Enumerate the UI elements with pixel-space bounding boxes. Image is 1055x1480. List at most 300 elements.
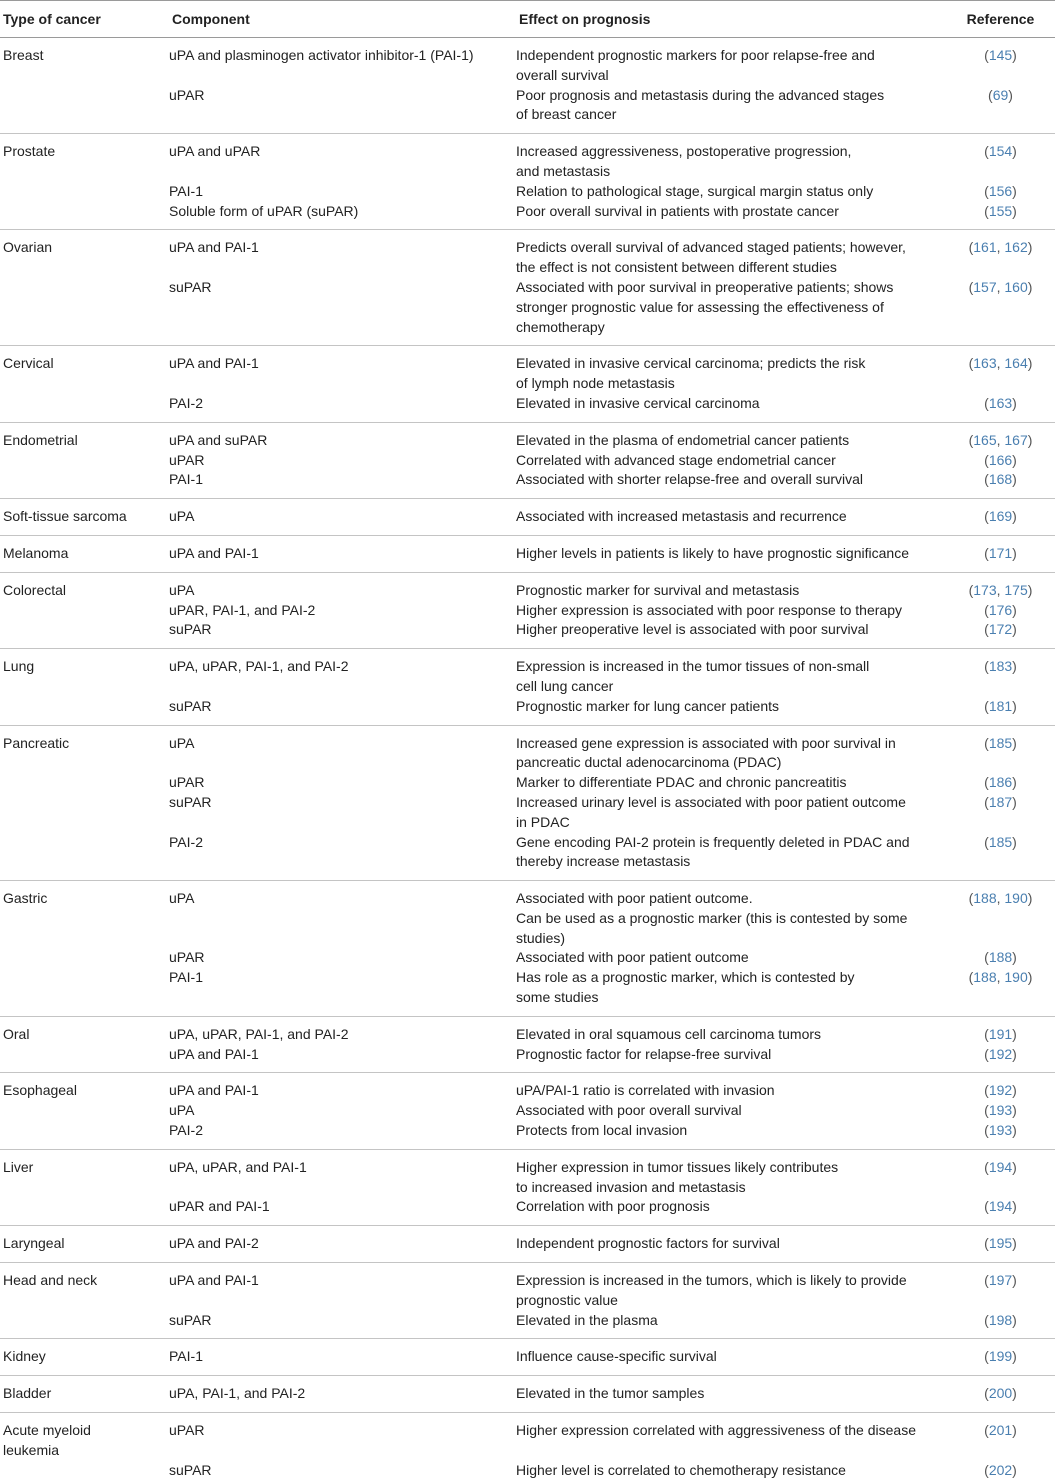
cancer-type-line: leukemia xyxy=(3,1442,59,1458)
effect-line: Elevated in the plasma xyxy=(516,1312,658,1328)
reference-link[interactable]: 193 xyxy=(989,1122,1012,1138)
cancer-type-line: Oral xyxy=(3,1026,29,1042)
cell-reference: (199) xyxy=(946,1339,1055,1376)
effect-line: Relation to pathological stage, surgical margin status only xyxy=(516,183,873,199)
cell-component: uPA xyxy=(169,499,516,536)
reference-link[interactable]: 172 xyxy=(989,621,1012,637)
cell-type-of-cancer xyxy=(0,1339,169,1376)
cell-reference: (176) xyxy=(946,601,1055,621)
cell-effect-on-prognosis xyxy=(516,1149,946,1197)
effect-line: Elevated in invasive cervical carcinoma; predicts the risk xyxy=(516,355,865,371)
cancer-type-line: Esophageal xyxy=(3,1082,77,1098)
cell-reference: (161, 162) xyxy=(946,230,1055,278)
table-row xyxy=(0,1197,1055,1225)
cell-component: uPA xyxy=(169,725,516,773)
cell-reference: (202) xyxy=(946,1461,1055,1480)
reference-link[interactable]: 191 xyxy=(989,1026,1012,1042)
table-row xyxy=(0,833,1055,881)
table-row xyxy=(0,968,1055,1016)
cell-effect-on-prognosis xyxy=(516,535,946,572)
table-row xyxy=(0,1121,1055,1149)
cell-reference: (154) xyxy=(946,134,1055,182)
reference-link[interactable]: 199 xyxy=(989,1348,1012,1364)
cell-effect-on-prognosis xyxy=(516,1101,946,1121)
cell-type-of-cancer xyxy=(0,38,169,86)
cell-type-of-cancer xyxy=(0,346,169,394)
cell-component: uPA and PAI-1 xyxy=(169,535,516,572)
cell-component: uPA, uPAR, PAI-1, and PAI-2 xyxy=(169,1016,516,1044)
effect-line: Has role as a prognostic marker, which is contested by xyxy=(516,969,855,985)
reference-link[interactable]: 163 xyxy=(973,355,996,371)
reference-link[interactable]: 181 xyxy=(989,698,1012,714)
cell-reference: (194) xyxy=(946,1149,1055,1197)
cell-component: uPA and PAI-1 xyxy=(169,1263,516,1311)
reference-link[interactable]: 171 xyxy=(989,545,1012,561)
effect-line: Independent prognostic factors for survival xyxy=(516,1235,780,1251)
cell-effect-on-prognosis xyxy=(516,833,946,881)
cell-type-of-cancer xyxy=(0,697,169,725)
effect-line: Associated with shorter relapse-free and overall survival xyxy=(516,471,863,487)
reference-link[interactable]: 185 xyxy=(989,834,1012,850)
cancer-type-line: Cervical xyxy=(3,355,54,371)
cell-effect-on-prognosis xyxy=(516,697,946,725)
cell-effect-on-prognosis xyxy=(516,601,946,621)
cell-component: suPAR xyxy=(169,1461,516,1480)
table-row xyxy=(0,38,1055,86)
table-row xyxy=(0,134,1055,182)
cell-component: PAI-2 xyxy=(169,394,516,422)
effect-line: stronger prognostic value for assessing the effectiveness of xyxy=(516,299,884,315)
reference-link[interactable]: 198 xyxy=(989,1312,1012,1328)
cell-effect-on-prognosis xyxy=(516,968,946,1016)
effect-line: Independent prognostic markers for poor relapse-free and xyxy=(516,47,875,63)
reference-link[interactable]: 195 xyxy=(989,1235,1012,1251)
cell-effect-on-prognosis xyxy=(516,1121,946,1149)
table-row xyxy=(0,793,1055,833)
effect-line: overall survival xyxy=(516,67,609,83)
cell-reference: (173, 175) xyxy=(946,572,1055,600)
table-row xyxy=(0,230,1055,278)
reference-link[interactable]: 173 xyxy=(973,582,996,598)
cell-component: PAI-2 xyxy=(169,833,516,881)
cell-effect-on-prognosis xyxy=(516,649,946,697)
reference-link[interactable]: 197 xyxy=(989,1272,1012,1288)
cell-effect-on-prognosis xyxy=(516,1263,946,1311)
table-row xyxy=(0,697,1055,725)
reference-link[interactable]: 187 xyxy=(989,794,1012,810)
cell-component: uPA and PAI-1 xyxy=(169,346,516,394)
cancer-type-line: Lung xyxy=(3,658,34,674)
table-row xyxy=(0,572,1055,600)
cell-effect-on-prognosis xyxy=(516,1311,946,1339)
reference-link[interactable]: 188 xyxy=(973,890,996,906)
effect-line: Prognostic factor for relapse-free survival xyxy=(516,1046,771,1062)
effect-line: Higher levels in patients is likely to have prognostic significance xyxy=(516,545,909,561)
cell-type-of-cancer xyxy=(0,1263,169,1311)
effect-line: Predicts overall survival of advanced staged patients; however, xyxy=(516,239,906,255)
header-reference: Reference xyxy=(946,1,1055,38)
cell-reference: (193) xyxy=(946,1101,1055,1121)
table-row xyxy=(0,1226,1055,1263)
reference-link[interactable]: 202 xyxy=(989,1462,1012,1478)
reference-link[interactable]: 165 xyxy=(973,432,996,448)
table-row xyxy=(0,394,1055,422)
table-row xyxy=(0,346,1055,394)
cell-reference: (186) xyxy=(946,773,1055,793)
table-row xyxy=(0,1339,1055,1376)
cell-component: uPA and PAI-1 xyxy=(169,230,516,278)
cell-component: suPAR xyxy=(169,793,516,833)
cell-component: uPAR and PAI-1 xyxy=(169,1197,516,1225)
table-row xyxy=(0,1016,1055,1044)
reference-link[interactable]: 163 xyxy=(989,395,1012,411)
cell-effect-on-prognosis xyxy=(516,182,946,202)
table-row xyxy=(0,182,1055,202)
cell-type-of-cancer xyxy=(0,230,169,278)
reference-link[interactable]: 167 xyxy=(1004,432,1027,448)
cell-type-of-cancer xyxy=(0,422,169,450)
cell-effect-on-prognosis xyxy=(516,1016,946,1044)
cell-effect-on-prognosis xyxy=(516,1376,946,1413)
cell-effect-on-prognosis xyxy=(516,881,946,949)
effect-line: the effect is not consistent between different studies xyxy=(516,259,837,275)
cell-reference: (69) xyxy=(946,86,1055,134)
effect-line: Increased aggressiveness, postoperative progression, xyxy=(516,143,851,159)
cell-effect-on-prognosis xyxy=(516,1461,946,1480)
effect-line: Associated with increased metastasis and recurrence xyxy=(516,508,847,524)
reference-link[interactable]: 186 xyxy=(989,774,1012,790)
cell-reference: (188, 190) xyxy=(946,968,1055,1016)
cell-type-of-cancer xyxy=(0,535,169,572)
cancer-type-line: Kidney xyxy=(3,1348,46,1364)
reference-link[interactable]: 169 xyxy=(989,508,1012,524)
cell-component: uPAR xyxy=(169,948,516,968)
reference-link[interactable]: 190 xyxy=(1004,969,1027,985)
cancer-type-line: Pancreatic xyxy=(3,735,69,751)
cell-reference: (201) xyxy=(946,1413,1055,1461)
cell-component: PAI-1 xyxy=(169,968,516,1016)
cell-reference: (197) xyxy=(946,1263,1055,1311)
cell-type-of-cancer xyxy=(0,948,169,968)
cell-component: Soluble form of uPAR (suPAR) xyxy=(169,202,516,230)
table-row xyxy=(0,1311,1055,1339)
effect-line: Associated with poor patient outcome. xyxy=(516,890,753,906)
table-row xyxy=(0,1101,1055,1121)
reference-link[interactable]: 194 xyxy=(989,1198,1012,1214)
cell-effect-on-prognosis xyxy=(516,1339,946,1376)
cell-type-of-cancer xyxy=(0,182,169,202)
reference-link[interactable]: 190 xyxy=(1004,890,1027,906)
cell-effect-on-prognosis xyxy=(516,346,946,394)
effect-line: Correlation with poor prognosis xyxy=(516,1198,710,1214)
effect-line: Associated with poor overall survival xyxy=(516,1102,742,1118)
effect-line: Higher expression in tumor tissues likely contributes xyxy=(516,1159,838,1175)
effect-line: cell lung cancer xyxy=(516,678,613,694)
reference-link[interactable]: 188 xyxy=(989,949,1012,965)
effect-line: Higher expression correlated with aggressiveness of the disease xyxy=(516,1422,916,1438)
reference-link[interactable]: 175 xyxy=(1004,582,1027,598)
cancer-type-line: Gastric xyxy=(3,890,47,906)
reference-link[interactable]: 69 xyxy=(993,87,1009,103)
cancer-type-line: Laryngeal xyxy=(3,1235,65,1251)
cell-component: uPA, uPAR, and PAI-1 xyxy=(169,1149,516,1197)
effect-line: Can be used as a prognostic marker (this is contested by some xyxy=(516,910,907,926)
cell-type-of-cancer xyxy=(0,470,169,498)
cell-effect-on-prognosis xyxy=(516,620,946,648)
cell-component: uPAR xyxy=(169,86,516,134)
cell-effect-on-prognosis xyxy=(516,422,946,450)
cell-effect-on-prognosis xyxy=(516,793,946,833)
table-row xyxy=(0,86,1055,134)
effect-line: and metastasis xyxy=(516,163,610,179)
effect-line: Elevated in invasive cervical carcinoma xyxy=(516,395,760,411)
cell-type-of-cancer xyxy=(0,793,169,833)
cell-type-of-cancer xyxy=(0,1413,169,1461)
table-row xyxy=(0,1263,1055,1311)
effect-line: some studies xyxy=(516,989,598,1005)
cell-component: uPA xyxy=(169,572,516,600)
effect-line: Increased gene expression is associated with poor survival in xyxy=(516,735,896,751)
cell-reference: (163, 164) xyxy=(946,346,1055,394)
cancer-type-line: Acute myeloid xyxy=(3,1422,91,1438)
reference-link[interactable]: 193 xyxy=(989,1102,1012,1118)
table-row xyxy=(0,601,1055,621)
reference-link[interactable]: 201 xyxy=(989,1422,1012,1438)
cell-type-of-cancer xyxy=(0,499,169,536)
table-row xyxy=(0,451,1055,471)
cell-reference: (171) xyxy=(946,535,1055,572)
cell-component: suPAR xyxy=(169,620,516,648)
cancer-type-line: Ovarian xyxy=(3,239,52,255)
cell-effect-on-prognosis xyxy=(516,773,946,793)
cell-reference: (195) xyxy=(946,1226,1055,1263)
table-row xyxy=(0,725,1055,773)
cell-component: suPAR xyxy=(169,278,516,346)
cell-reference: (145) xyxy=(946,38,1055,86)
cell-type-of-cancer xyxy=(0,202,169,230)
table-row xyxy=(0,1461,1055,1480)
cell-type-of-cancer xyxy=(0,1016,169,1044)
cell-component: uPAR xyxy=(169,773,516,793)
effect-line: of lymph node metastasis xyxy=(516,375,675,391)
cell-component: uPAR, PAI-1, and PAI-2 xyxy=(169,601,516,621)
cell-component: uPA and PAI-1 xyxy=(169,1073,516,1101)
cell-effect-on-prognosis xyxy=(516,1073,946,1101)
effect-line: Elevated in the tumor samples xyxy=(516,1385,704,1401)
cancer-type-line: Soft-tissue sarcoma xyxy=(3,508,127,524)
cell-reference: (165, 167) xyxy=(946,422,1055,450)
cell-effect-on-prognosis xyxy=(516,948,946,968)
effect-line: Gene encoding PAI-2 protein is frequently deleted in PDAC and xyxy=(516,834,910,850)
cell-type-of-cancer xyxy=(0,86,169,134)
cell-effect-on-prognosis xyxy=(516,230,946,278)
effect-line: Influence cause-specific survival xyxy=(516,1348,717,1364)
cell-component: PAI-2 xyxy=(169,1121,516,1149)
cell-reference: (168) xyxy=(946,470,1055,498)
effect-line: Poor overall survival in patients with prostate cancer xyxy=(516,203,839,219)
table-row xyxy=(0,649,1055,697)
effect-line: studies) xyxy=(516,930,565,946)
cell-component: PAI-1 xyxy=(169,470,516,498)
effect-line: prognostic value xyxy=(516,1292,618,1308)
cell-effect-on-prognosis xyxy=(516,134,946,182)
cell-type-of-cancer xyxy=(0,451,169,471)
effect-line: Higher level is correlated to chemotherapy resistance xyxy=(516,1462,846,1478)
cell-component: PAI-1 xyxy=(169,1339,516,1376)
cell-component: uPA xyxy=(169,1101,516,1121)
table-row xyxy=(0,202,1055,230)
cell-reference: (192) xyxy=(946,1073,1055,1101)
cell-reference: (172) xyxy=(946,620,1055,648)
effect-line: Expression is increased in the tumors, which is likely to provide xyxy=(516,1272,907,1288)
reference-link[interactable]: 168 xyxy=(989,471,1012,487)
cell-reference: (188) xyxy=(946,948,1055,968)
header-row xyxy=(0,1,1055,38)
cell-component: uPA and PAI-1 xyxy=(169,1045,516,1073)
reference-link[interactable]: 164 xyxy=(1004,355,1027,371)
cell-type-of-cancer xyxy=(0,1101,169,1121)
effect-line: pancreatic ductal adenocarcinoma (PDAC) xyxy=(516,754,781,770)
effect-line: to increased invasion and metastasis xyxy=(516,1179,746,1195)
reference-link[interactable]: 176 xyxy=(989,602,1012,618)
cell-reference: (193) xyxy=(946,1121,1055,1149)
effect-line: Expression is increased in the tumor tissues of non-small xyxy=(516,658,869,674)
cell-component: uPA, PAI-1, and PAI-2 xyxy=(169,1376,516,1413)
cell-type-of-cancer xyxy=(0,1149,169,1197)
cell-type-of-cancer xyxy=(0,1197,169,1225)
cell-reference: (198) xyxy=(946,1311,1055,1339)
cell-component: PAI-1 xyxy=(169,182,516,202)
reference-link[interactable]: 160 xyxy=(1004,279,1027,295)
cell-reference: (181) xyxy=(946,697,1055,725)
reference-link[interactable]: 157 xyxy=(973,279,996,295)
effect-line: Protects from local invasion xyxy=(516,1122,687,1138)
reference-link[interactable]: 194 xyxy=(989,1159,1012,1175)
cell-component: uPA xyxy=(169,881,516,949)
reference-link[interactable]: 154 xyxy=(989,143,1012,159)
cell-type-of-cancer xyxy=(0,833,169,881)
reference-link[interactable]: 156 xyxy=(989,183,1012,199)
cell-reference: (169) xyxy=(946,499,1055,536)
cell-reference: (187) xyxy=(946,793,1055,833)
cell-reference: (185) xyxy=(946,725,1055,773)
reference-link[interactable]: 161 xyxy=(973,239,996,255)
effect-line: Poor prognosis and metastasis during the advanced stages xyxy=(516,87,884,103)
table-row xyxy=(0,948,1055,968)
cell-effect-on-prognosis xyxy=(516,725,946,773)
table-body xyxy=(0,38,1055,1480)
cell-component: uPA and plasminogen activator inhibitor-1 (PAI-1) xyxy=(169,38,516,86)
cell-reference: (191) xyxy=(946,1016,1055,1044)
header-type-of-cancer: Type of cancer xyxy=(0,1,169,38)
cell-reference: (200) xyxy=(946,1376,1055,1413)
table-row xyxy=(0,881,1055,949)
table-row xyxy=(0,773,1055,793)
header-effect-on-prognosis: Effect on prognosis xyxy=(516,1,946,38)
cell-type-of-cancer xyxy=(0,620,169,648)
cell-reference: (185) xyxy=(946,833,1055,881)
cell-reference: (166) xyxy=(946,451,1055,471)
cell-component: suPAR xyxy=(169,697,516,725)
cancer-type-line: Head and neck xyxy=(3,1272,97,1288)
cell-type-of-cancer xyxy=(0,1311,169,1339)
cell-effect-on-prognosis xyxy=(516,1413,946,1461)
table-row xyxy=(0,470,1055,498)
cell-effect-on-prognosis xyxy=(516,470,946,498)
cell-effect-on-prognosis xyxy=(516,202,946,230)
reference-link[interactable]: 183 xyxy=(989,658,1012,674)
table-row xyxy=(0,620,1055,648)
cell-effect-on-prognosis xyxy=(516,394,946,422)
table-row xyxy=(0,422,1055,450)
effect-line: Higher preoperative level is associated with poor survival xyxy=(516,621,869,637)
cancer-type-line: Breast xyxy=(3,47,43,63)
cell-reference: (156) xyxy=(946,182,1055,202)
cancer-type-line: Colorectal xyxy=(3,582,66,598)
cell-type-of-cancer xyxy=(0,968,169,1016)
effect-line: Associated with poor patient outcome xyxy=(516,949,749,965)
cell-type-of-cancer xyxy=(0,601,169,621)
cell-reference: (188, 190) xyxy=(946,881,1055,949)
cell-reference: (192) xyxy=(946,1045,1055,1073)
cell-type-of-cancer xyxy=(0,572,169,600)
reference-link[interactable]: 200 xyxy=(989,1385,1012,1401)
cell-type-of-cancer xyxy=(0,773,169,793)
cell-effect-on-prognosis xyxy=(516,499,946,536)
reference-link[interactable]: 162 xyxy=(1004,239,1027,255)
cell-component: uPA and uPAR xyxy=(169,134,516,182)
cell-effect-on-prognosis xyxy=(516,278,946,346)
reference-link[interactable]: 188 xyxy=(973,969,996,985)
cancer-type-line: Prostate xyxy=(3,143,55,159)
cell-component: suPAR xyxy=(169,1311,516,1339)
table-row xyxy=(0,1413,1055,1461)
effect-line: in PDAC xyxy=(516,814,570,830)
cell-reference: (163) xyxy=(946,394,1055,422)
cell-type-of-cancer xyxy=(0,1073,169,1101)
reference-link[interactable]: 185 xyxy=(989,735,1012,751)
effect-line: thereby increase metastasis xyxy=(516,853,690,869)
reference-link[interactable]: 166 xyxy=(989,452,1012,468)
table-row xyxy=(0,278,1055,346)
cell-type-of-cancer xyxy=(0,394,169,422)
reference-link[interactable]: 192 xyxy=(989,1082,1012,1098)
cell-type-of-cancer xyxy=(0,725,169,773)
cell-reference: (194) xyxy=(946,1197,1055,1225)
effect-line: Prognostic marker for survival and metastasis xyxy=(516,582,799,598)
reference-link[interactable]: 192 xyxy=(989,1046,1012,1062)
cell-type-of-cancer xyxy=(0,881,169,949)
reference-link[interactable]: 155 xyxy=(989,203,1012,219)
reference-link[interactable]: 145 xyxy=(989,47,1012,63)
cell-effect-on-prognosis xyxy=(516,38,946,86)
cell-effect-on-prognosis xyxy=(516,1226,946,1263)
cell-component: uPAR xyxy=(169,1413,516,1461)
cell-effect-on-prognosis xyxy=(516,451,946,471)
cell-effect-on-prognosis xyxy=(516,1045,946,1073)
cell-type-of-cancer xyxy=(0,649,169,697)
cell-type-of-cancer xyxy=(0,1226,169,1263)
table-row xyxy=(0,499,1055,536)
cell-component: uPA, uPAR, PAI-1, and PAI-2 xyxy=(169,649,516,697)
effect-line: uPA/PAI-1 ratio is correlated with invasion xyxy=(516,1082,775,1098)
cancer-type-line: Bladder xyxy=(3,1385,51,1401)
effect-line: Elevated in the plasma of endometrial cancer patients xyxy=(516,432,849,448)
cancer-type-line: Melanoma xyxy=(3,545,68,561)
cell-component: uPA and suPAR xyxy=(169,422,516,450)
cancer-type-line: Liver xyxy=(3,1159,33,1175)
table-row xyxy=(0,1073,1055,1101)
